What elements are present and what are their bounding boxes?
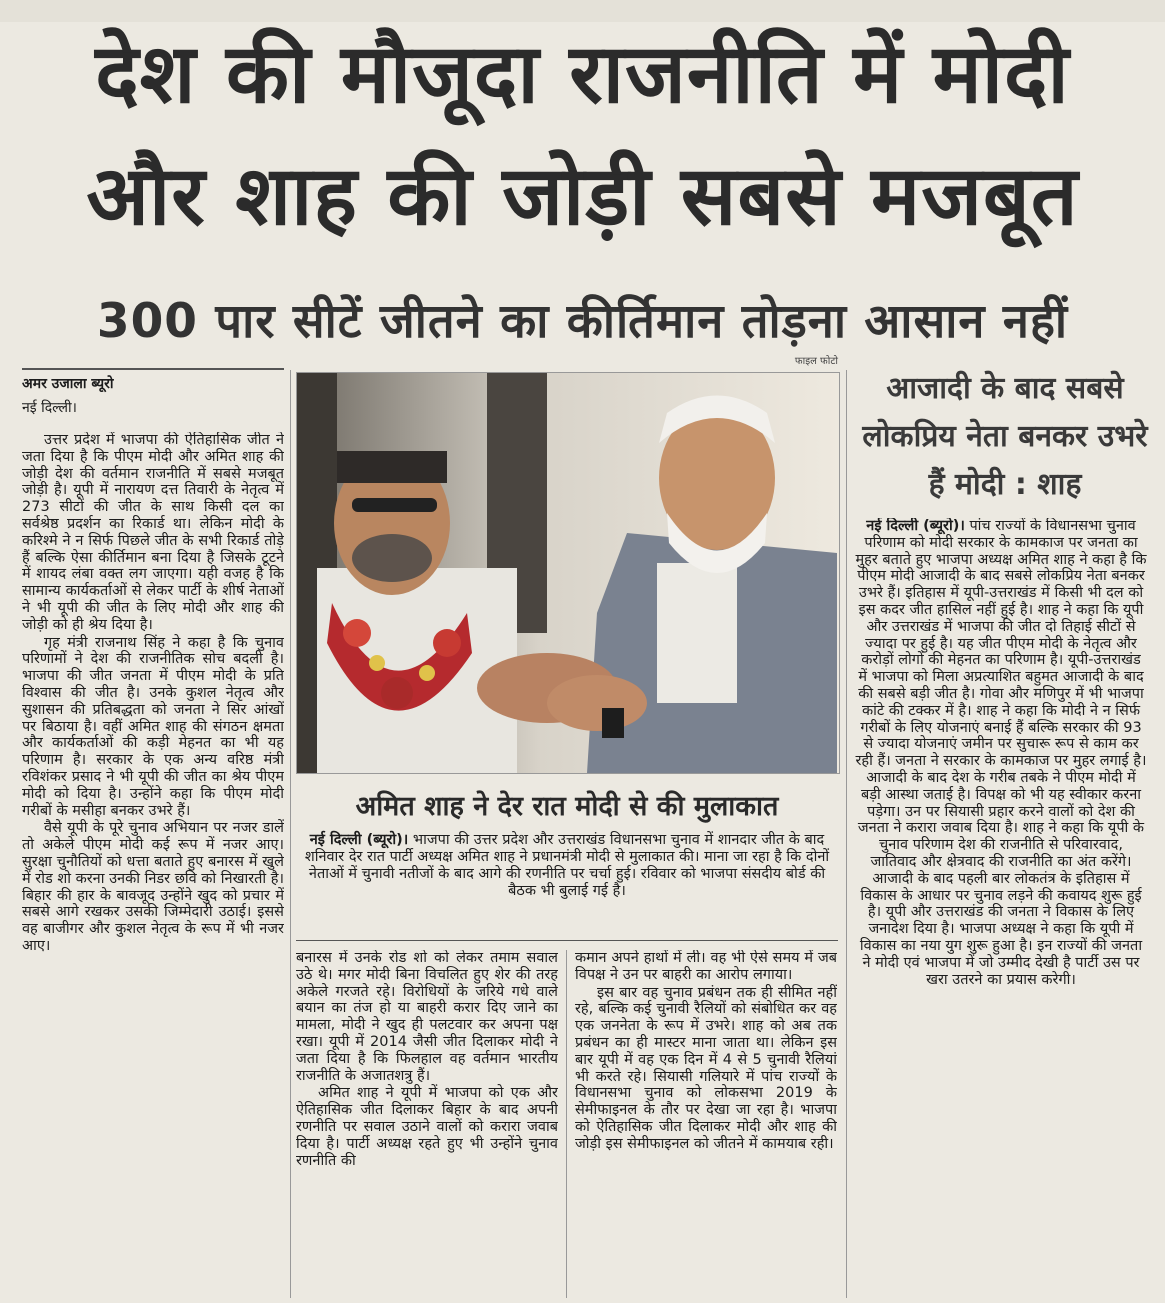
mid1-paragraph-1: बनारस में उनके रोड शो को लेकर तमाम सवाल उठे थे। मगर मोदी बिना विचलित हुए शेर की तरह अकेले गरजते रहे। विरोधियों के जरिये गधे वाले बयान का तंज हो या बाहरी करार दिए जाने का मामला, मोदी ने खुद ही पलटवार कर अपना पक्ष रखा। यूपी में 2014 जैसी जीत दिलाकर मोदी ने जता दिया है कि फिलहाल वह वर्तमान भारतीय राजनीति के अजातशत्रु हैं। [296, 950, 558, 1084]
caption-dateline: नई दिल्ली (ब्यूरो)। [309, 832, 409, 848]
headline-line1: देश की मौजूदा राजनीति में मोदी [95, 27, 1070, 122]
photo-illustration [297, 373, 839, 773]
top-strip [0, 0, 1165, 22]
left-paragraph-1: उत्तर प्रदेश में भाजपा की ऐतिहासिक जीत ने जता दिया है कि पीएम मोदी और अमित शाह की जोड़ी देश की वर्तमान राजनीति में सबसे मजबूत जोड़ी है। यूपी में नारायण दत्त तिवारी के नेतृत्व में 273 सीटों की जीत के साथ किसी दल का सर्वश्रेष्ठ प्रदर्शन का रिकार्ड था। लेकिन मोदी के करिश्मे ने न सिर्फ पिछले जीत के सभी रिकार्ड तोड़े हैं बल्कि ऐसा कीर्तिमान बना दिया है जिसके टूटने में शायद लंबा वक्त लग जाएगा। यही वजह है कि सामान्य कार्यकर्ताओं से लेकर पार्टी के शीर्ष नेताओं ने भी यूपी की जीत के लिए मोदी और शाह की जोड़ी को ही श्रेय दिया है। [22, 432, 284, 633]
side-headline: आजादी के बाद सबसे लोकप्रिय नेता बनकर उभरे हैं मोदी : शाह [862, 371, 1148, 502]
left-paragraph-2: गृह मंत्री राजनाथ सिंह ने कहा है कि चुनाव परिणामों ने देश की राजनीतिक सोच बदली है। भाजपा की जीत जनता में पीएम मोदी के प्रति विश्वास की जीत है। उनके कुशल नेतृत्व और सुशासन की प्रतिबद्धता को जनता ने सिर आंखों पर बिठाया है। वहीं अमित शाह की संगठन क्षमता और कार्यकर्ताओं की कड़ी मेहनत का भी यह परिणाम है। सरकार के एक अन्य वरिष्ठ मंत्री रविशंकर प्रसाद ने भी यूपी की जीत का श्रेय पीएम मोदी को दिया है। उन्होंने कहा कि पीएम मोदी गरीबों के मसीहा बनकर उभरे हैं। [22, 634, 284, 819]
right-article-body [855, 518, 1147, 1298]
middle-column-2 [575, 950, 837, 1298]
photo-headline: अमित शाह ने देर रात मोदी से की मुलाकात [355, 791, 779, 822]
news-photo [296, 372, 840, 774]
right-divider [846, 370, 847, 1298]
photo-caption [300, 832, 834, 900]
subheadline: 300 पार सीटें जीतने का कीर्तिमान तोड़ना आसान नहीं [96, 294, 1069, 349]
caption-rule [296, 940, 838, 941]
byline: अमर उजाला ब्यूरो [22, 376, 114, 392]
dateline: नई दिल्ली। [22, 400, 77, 416]
mid1-paragraph-2: अमित शाह ने यूपी में भाजपा को एक और ऐतिहासिक जीत दिलाकर बिहार के बाद अपनी रणनीति पर सवाल उठाने वालों को करारा जवाब दिया है। पार्टी अध्यक्ष रहते हुए भी उन्होंने चुनाव रणनीति की [296, 1085, 558, 1169]
left-column-rule [22, 368, 284, 370]
caption-text: भाजपा की उत्तर प्रदेश और उत्तराखंड विधानसभा चुनाव में शानदार जीत के बाद शनिवार देर रात पार्टी अध्यक्ष अमित शाह ने प्रधानमंत्री मोदी से मुलाकात की। माना जा रहा है कि दोनों नेताओं में चुनावी नतीजों के बाद आगे की रणनीति पर चर्चा हुई। रविवार को भाजपा संसदीय बोर्ड की बैठक भी बुलाई गई है। [304, 832, 830, 899]
column-divider [290, 370, 291, 1298]
right-paragraph-1: पांच राज्यों के विधानसभा चुनाव परिणाम को मोदी सरकार के कामकाज पर जनता का मुहर बताते हुए भाजपा अध्यक्ष अमित शाह ने कहा है कि पीएम मोदी आजादी के बाद सबसे लोकप्रिय नेता बनकर उभरे हैं। इतिहास में यूपी-उत्तराखंड में किसी भी दल को इस कदर जीत हासिल नहीं हुई है। शाह ने कहा कि यूपी और उत्तराखंड में भाजपा की जीत दो तिहाई सीटों से ज्यादा पर हुई है। यह जीत पीएम मोदी के नेतृत्व और करोड़ों लोगों की मेहनत का परिणाम है। यूपी-उत्तराखंड में भाजपा को मिला अप्रत्याशित बहुमत आजादी के बाद की सबसे बड़ी जीत है। गोवा और मणिपुर में भी भाजपा कांटे की टक्कर में है। शाह ने कहा कि मोदी ने न सिर्फ गरीबों के लिए योजनाएं बनाई हैं बल्कि सरकार की 93 से ज्यादा योजनाएं जमीन पर सुचारू रूप से काम कर रही हैं। जनता ने सरकार के कामकाज पर मुहर लगाई है। आजादी के बाद देश के गरीब तबके ने पीएम मोदी में बड़ी आस्था जताई है। विपक्ष को भी यह स्वीकार करना पड़ेगा। उन पर सियासी प्रहार करने वालों को देश की जनता ने करारा जवाब दिया है। शाह ने कहा कि यूपी के चुनाव परिणाम देश की राजनीति से परिवारवाद, जातिवाद और क्षेत्रवाद की राजनीति का अंत करेंगे। आजादी के बाद पहली बार लोकतंत्र के इतिहास में विकास के आधार पर चुनाव लड़ने की कवायद शुरू हुई है। यूपी और उत्तराखंड की जनता ने विकास के लिए जनादेश दिया है। भाजपा अध्यक्ष ने कहा कि यूपी में विकास का नया युग शुरू हुआ है। इन राज्यों की जनता ने मोदी एवं भाजपा में जो उम्मीद देखी है पार्टी उस पर खरा उतरने का प्रयास करेगी। [855, 518, 1147, 988]
middle-divider [566, 950, 567, 1298]
left-paragraph-3: वैसे यूपी के पूरे चुनाव अभियान पर नजर डालें तो अकेले पीएम मोदी कई रूप में नजर आए। सुरक्षा चुनौतियों को धत्ता बताते हुए बनारस में खुले में रोड शो करना उनकी निडर छवि को निखारती है। बिहार की हार के बावजूद उन्होंने खुद को प्रचार में सबसे आगे रखकर उसकी जिम्मेदारी उठाई। इससे वह बाजीगर और कुशल नेतृत्व के रूप में भी नजर आए। [22, 820, 284, 954]
mid2-paragraph-1: कमान अपने हाथों में ली। वह भी ऐसे समय में जब विपक्ष ने उन पर बाहरी का आरोप लगाया। [575, 950, 837, 983]
right-dateline: नई दिल्ली (ब्यूरो)। [866, 518, 965, 534]
middle-column-1 [296, 950, 558, 1298]
headline-line2: और शाह की जोड़ी सबसे मजबूत [86, 149, 1079, 244]
photo-credit: फाइल फोटो [794, 356, 838, 367]
left-article-body [22, 432, 284, 1298]
mid2-paragraph-2: इस बार वह चुनाव प्रबंधन तक ही सीमित नहीं रहे, बल्कि कई चुनावी रैलियों को संबोधित कर वह एक जननेता के रूप में उभरे। शाह को अब तक प्रबंधन का ही मास्टर माना जाता था। लेकिन इस बार यूपी में वह एक दिन में 4 से 5 चुनावी रैलियां भी करते रहे। सियासी गलियारे में पांच राज्यों के विधानसभा चुनाव को लोकसभा 2019 के सेमीफाइनल के तौर पर देखा जा रहा है। भाजपा को ऐतिहासिक जीत दिलाकर मोदी और शाह की जोड़ी इस सेमीफाइनल को जीतने में कामयाब रही। [575, 984, 837, 1152]
